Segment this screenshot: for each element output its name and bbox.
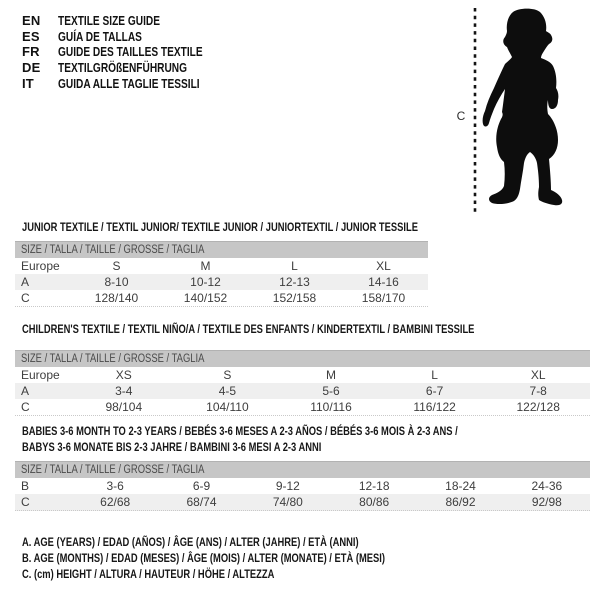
- size-header-bar: SIZE / TALLA / TAILLE / GRÖSSE / TAGLIA: [15, 350, 590, 367]
- table-cell: 74/80: [272, 495, 303, 509]
- table-cell: 98/104: [105, 400, 143, 414]
- lang-title-fr: GUIDE DES TAILLES TEXTILE: [58, 44, 203, 60]
- junior-section-title: JUNIOR TEXTILE / TEXTIL JUNIOR/ TEXTILE JUNIOR / JUNIORTEXTIL / JUNIOR TESSILE: [22, 220, 418, 234]
- measure-legend: [22, 534, 487, 583]
- table-cell: 68/74: [186, 495, 217, 509]
- table-cell: 6-7: [425, 384, 444, 398]
- legend-line-b: B. AGE (MONTHS) / EDAD (MESES) / ÂGE (MOIS) / ALTER (MONATE) / ETÀ (MESI): [22, 551, 385, 566]
- table-cell: 92/98: [531, 495, 562, 509]
- table-cell: 152/158: [272, 291, 317, 305]
- children-size-table: [15, 350, 590, 416]
- table-cell: 12-18: [358, 479, 390, 493]
- lang-title-de: TEXTILGRÖßENFÜHRUNG: [58, 60, 188, 76]
- table-cell: 4-5: [218, 384, 237, 398]
- table-cell: 10-12: [190, 275, 221, 289]
- table-cell: 116/122: [413, 400, 456, 414]
- lang-row-es: [22, 29, 243, 45]
- table-cell: 7-8: [529, 384, 547, 398]
- table-row: [15, 258, 428, 274]
- legend-line-a: A. AGE (YEARS) / EDAD (AÑOS) / ÂGE (ANS) / ALTER (JAHRE) / ETÀ (ANNI): [22, 535, 359, 549]
- table-cell: XL: [376, 259, 391, 273]
- table-cell: 6-9: [192, 479, 211, 493]
- table-row: [15, 494, 590, 511]
- table-cell: L: [431, 368, 438, 382]
- table-cell: XS: [115, 368, 132, 382]
- table-cell: Europe: [21, 368, 60, 382]
- table-cell: 14-16: [368, 275, 399, 289]
- table-cell: 104/110: [206, 400, 249, 414]
- table-cell: 122/128: [516, 400, 560, 414]
- table-cell: 128/140: [94, 291, 139, 305]
- table-row: [15, 290, 428, 307]
- table-cell: 3-6: [106, 479, 124, 493]
- babies-section-title: BABIES 3-6 MONTH TO 2-3 YEARS / BEBÉS 3-6 MESES A 2-3 AÑOS / BÉBÉS 3-6 MOIS À 2-3 ANS / BABYS 3-6 MONATE BIS 2-3 JAHRE / BAMBINI 3-6 MESI A 2-3 ANNI: [22, 424, 458, 454]
- lang-row-en: [22, 13, 243, 29]
- junior-size-table: [15, 241, 428, 307]
- lang-title-es: GUÍA DE TALLAS: [58, 28, 142, 44]
- table-row: [15, 367, 590, 383]
- table-cell: 12-13: [279, 275, 310, 289]
- table-cell: A: [21, 384, 30, 398]
- lang-code-fr: FR: [22, 44, 40, 60]
- table-cell: L: [291, 259, 298, 273]
- lang-code-en: EN: [22, 13, 41, 29]
- table-cell: 140/152: [183, 291, 228, 305]
- table-row: [15, 383, 590, 399]
- table-cell: 9-12: [275, 479, 300, 493]
- table-row: [15, 399, 590, 416]
- lang-code-de: DE: [22, 60, 41, 76]
- table-cell: C: [21, 495, 30, 509]
- table-cell: B: [21, 479, 30, 493]
- lang-code-es: ES: [22, 28, 40, 44]
- table-cell: 24-36: [531, 479, 563, 493]
- children-section-title: CHILDREN'S TEXTILE / TEXTIL NIÑO/A / TEXTILE DES ENFANTS / KINDERTEXTIL / BAMBINI TESSILE: [22, 322, 475, 336]
- lang-title-it: GUIDA ALLE TAGLIE TESSILI: [58, 75, 200, 91]
- table-cell: 62/68: [100, 495, 131, 509]
- table-cell: 8-10: [104, 275, 129, 289]
- table-cell: 110/116: [310, 400, 352, 414]
- table-cell: 18-24: [445, 479, 476, 493]
- size-header-bar: SIZE / TALLA / TAILLE / GRÖSSE / TAGLIA: [15, 241, 428, 258]
- table-cell: S: [223, 368, 232, 382]
- table-cell: Europe: [21, 259, 60, 273]
- table-cell: M: [325, 368, 336, 382]
- lang-row-de: [22, 60, 243, 76]
- table-cell: C: [21, 400, 30, 414]
- table-cell: S: [112, 259, 121, 273]
- table-cell: 5-6: [322, 384, 340, 398]
- legend-line-c: C. (cm) HEIGHT / ALTURA / HAUTEUR / HÖHE / ALTEZZA: [22, 567, 275, 582]
- table-cell: 158/170: [361, 291, 406, 305]
- size-header-bar: SIZE / TALLA / TAILLE / GRÖSSE / TAGLIA: [15, 461, 590, 478]
- table-cell: C: [21, 291, 30, 305]
- table-cell: XL: [530, 368, 546, 382]
- table-cell: 3-4: [115, 384, 133, 398]
- measure-label-c: C: [456, 109, 466, 123]
- table-cell: 86/92: [445, 495, 476, 509]
- lang-code-it: IT: [22, 75, 34, 91]
- table-row: [15, 478, 590, 494]
- table-cell: M: [200, 259, 211, 273]
- lang-row-it: [22, 75, 243, 91]
- table-cell: A: [21, 275, 30, 289]
- child-silhouette-icon: [483, 9, 563, 206]
- language-title-list: [22, 13, 243, 91]
- babies-size-table: [15, 461, 590, 511]
- lang-title-en: TEXTILE SIZE GUIDE: [58, 13, 160, 29]
- table-cell: 80/86: [359, 495, 390, 509]
- lang-row-fr: [22, 44, 243, 60]
- table-row: [15, 274, 428, 290]
